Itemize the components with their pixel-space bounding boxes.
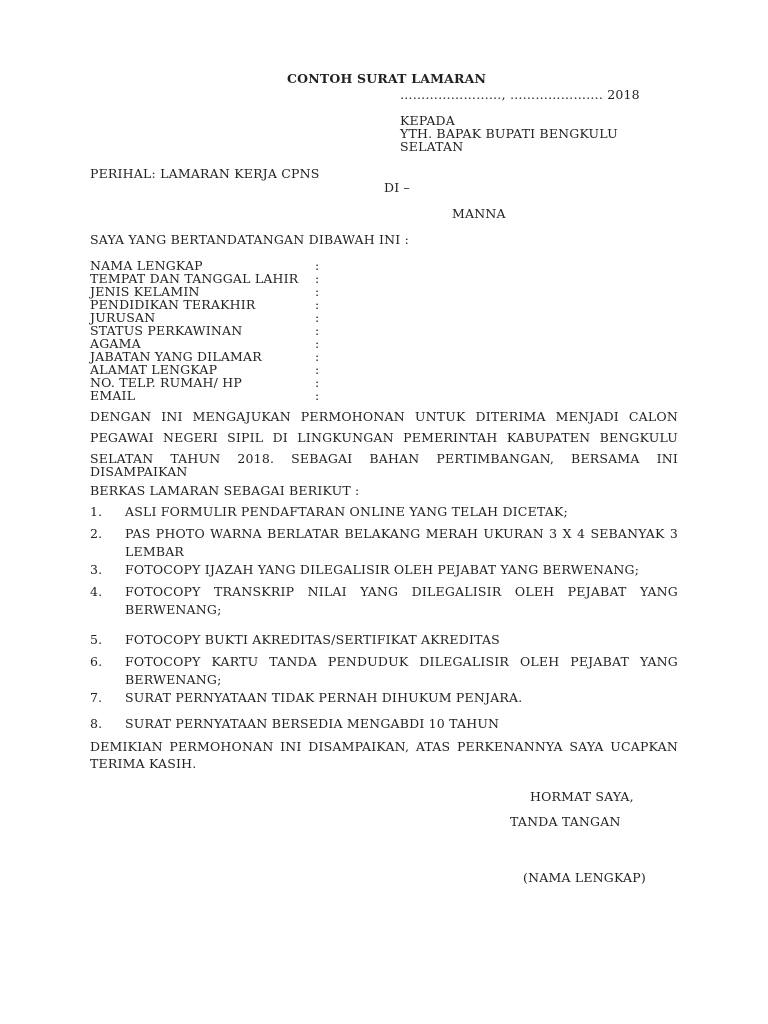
berkas-label: BERKAS LAMARAN SEBAGAI BERIKUT : (90, 483, 360, 498)
field-colon: : (315, 336, 320, 351)
list-item-number: 6. (90, 654, 103, 669)
field-colon: : (315, 258, 320, 273)
field-label: JURUSAN (90, 310, 156, 325)
field-label: JENIS KELAMIN (90, 284, 200, 299)
field-colon: : (315, 375, 320, 390)
field-label: STATUS PERKAWINAN (90, 323, 243, 338)
list-item-text: SURAT PERNYATAAN BERSEDIA MENGABDI 10 TAHUN (125, 716, 500, 731)
di-line: DI – (384, 180, 410, 195)
signature-name: (NAMA LENGKAP) (523, 870, 646, 885)
list-item-text: FOTOCOPY TRANSKRIP NILAI YANG DILEGALISIR OLEH PEJABAT YANG BERWENANG; (125, 584, 678, 617)
field-colon: : (315, 284, 320, 299)
recipient-line-2: SELATAN (400, 139, 464, 154)
field-label: NAMA LENGKAP (90, 258, 203, 273)
field-label: JABATAN YANG DILAMAR (90, 349, 262, 364)
field-colon: : (315, 310, 320, 325)
list-item-number: 1. (90, 504, 103, 519)
field-label: ALAMAT LENGKAP (90, 362, 218, 377)
field-label: AGAMA (90, 336, 141, 351)
body-line-4: DISAMPAIKAN (90, 464, 188, 479)
field-colon: : (315, 323, 320, 338)
list-item-text: FOTOCOPY BUKTI AKREDITAS/SERTIFIKAT AKREDITAS (125, 632, 500, 647)
list-item-number: 5. (90, 632, 103, 647)
intro-statement: SAYA YANG BERTANDATANGAN DIBAWAH INI : (90, 232, 409, 247)
closing-line-2: TERIMA KASIH. (90, 756, 197, 771)
list-item-text: PAS PHOTO WARNA BERLATAR BELAKANG MERAH UKURAN 3 X 4 SEBANYAK 3 LEMBAR (125, 526, 678, 559)
field-label: EMAIL (90, 388, 136, 403)
list-item-number: 7. (90, 690, 103, 705)
field-colon: : (315, 388, 320, 403)
list-item-number: 3. (90, 562, 103, 577)
body-line-2: PEGAWAI NEGERI SIPIL DI LINGKUNGAN PEMERINTAH KABUPATEN BENGKULU (90, 430, 678, 445)
signature-greeting: HORMAT SAYA, (530, 789, 634, 804)
field-colon: : (315, 349, 320, 364)
list-item-text: FOTOCOPY IJAZAH YANG DILEGALISIR OLEH PEJABAT YANG BERWENANG; (125, 562, 640, 577)
field-label: PENDIDIKAN TERAKHIR (90, 297, 256, 312)
list-item-number: 2. (90, 526, 103, 541)
list-item-text: SURAT PERNYATAAN TIDAK PERNAH DIHUKUM PENJARA. (125, 690, 523, 705)
date-line: ……………………, …………………. 2018 (400, 87, 640, 102)
closing-line-1: DEMIKIAN PERMOHONAN INI DISAMPAIKAN, ATAS PERKENANNYA SAYA UCAPKAN (90, 739, 678, 754)
recipient-line-1: YTH. BAPAK BUPATI BENGKULU (400, 126, 618, 141)
body-line-3: SELATAN TAHUN 2018. SEBAGAI BAHAN PERTIMBANGAN, BERSAMA INI (90, 451, 678, 466)
list-item-number: 8. (90, 716, 103, 731)
field-label: NO. TELP. RUMAH/ HP (90, 375, 242, 390)
field-colon: : (315, 271, 320, 286)
list-item-text: FOTOCOPY KARTU TANDA PENDUDUK DILEGALISIR OLEH PEJABAT YANG BERWENANG; (125, 654, 678, 687)
letter-title: CONTOH SURAT LAMARAN (287, 71, 487, 86)
field-colon: : (315, 297, 320, 312)
list-item-text: ASLI FORMULIR PENDAFTARAN ONLINE YANG TELAH DICETAK; (125, 504, 568, 519)
list-item-number: 4. (90, 584, 103, 599)
field-colon: : (315, 362, 320, 377)
body-line-1: DENGAN INI MENGAJUKAN PERMOHONAN UNTUK DITERIMA MENJADI CALON (90, 409, 678, 424)
perihal-line: PERIHAL: LAMARAN KERJA CPNS (90, 166, 320, 181)
signature-placeholder: TANDA TANGAN (510, 814, 621, 829)
place-name: MANNA (452, 206, 506, 221)
recipient-kepada: KEPADA (400, 113, 456, 128)
field-label: TEMPAT DAN TANGGAL LAHIR (90, 271, 299, 286)
